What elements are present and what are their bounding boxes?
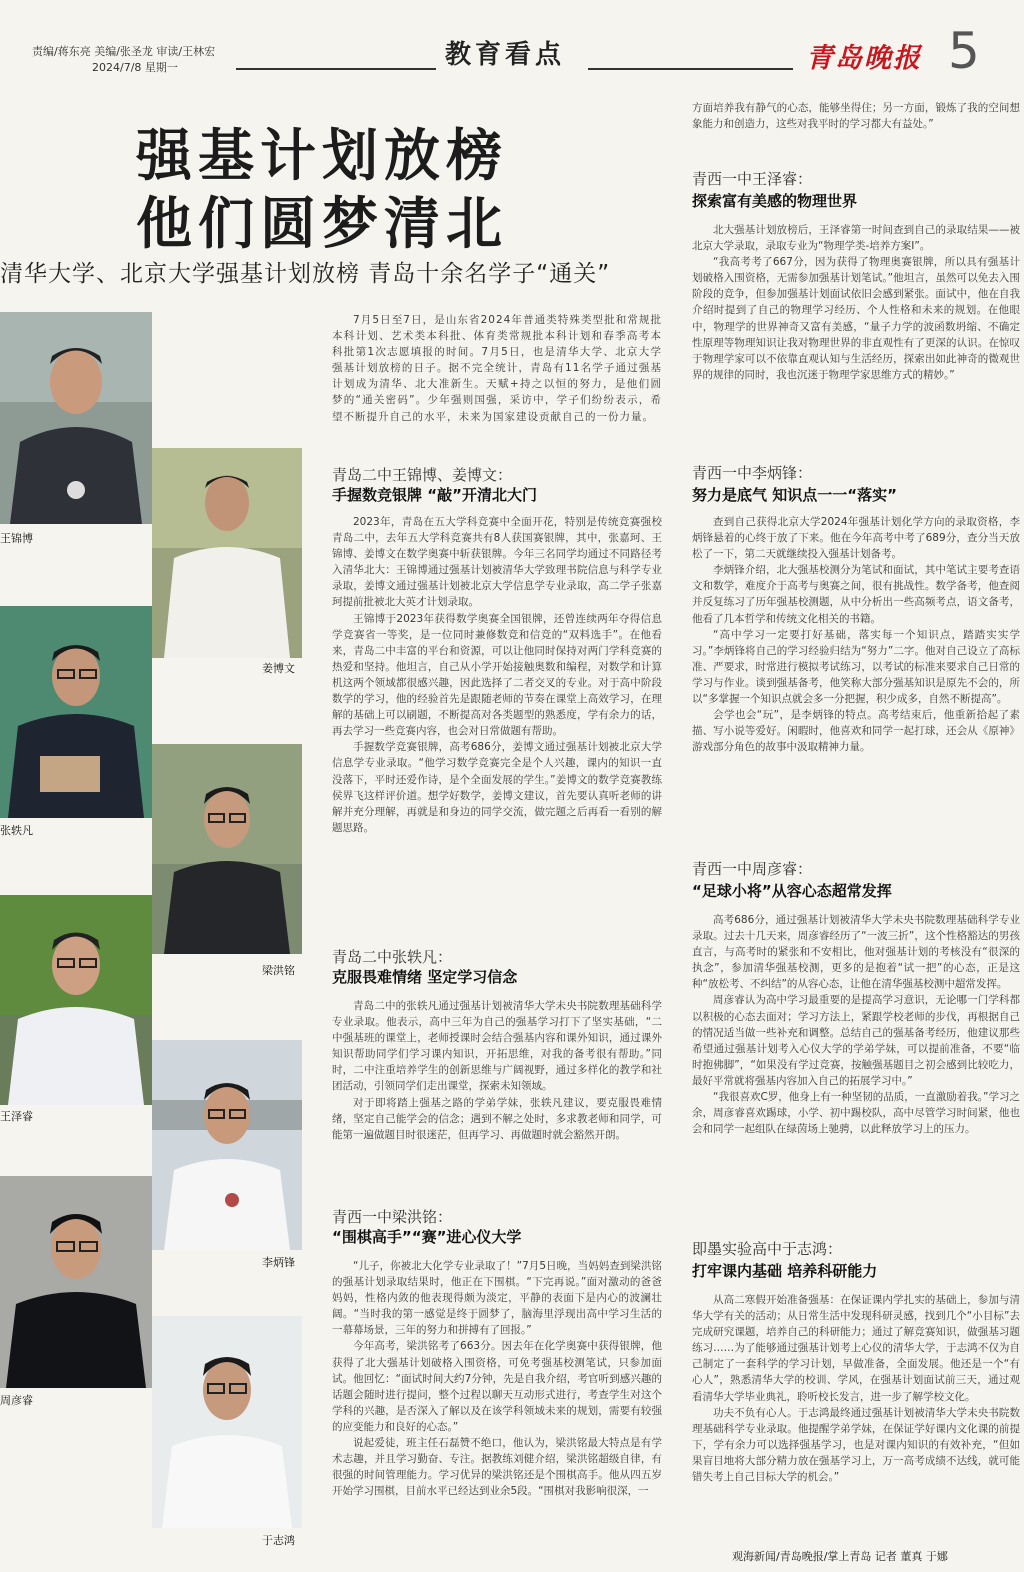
story-school: 青西一中周彦睿： [692,860,813,878]
photo-caption: 周彦睿 [0,1394,33,1407]
story-continuation: 方面培养我有静气的心态，能够坐得住；另一方面，锻炼了我的空间想象能力和创造力，这些对我平时的学习都大有益处。” [692,102,1020,131]
photo-yu-zhihong [152,1316,302,1528]
page-number: 5 [948,22,980,80]
photo-wang-jinbo [0,312,152,524]
photo-caption: 梁洪铭 [262,964,295,977]
photo-wang-zerui [0,895,152,1105]
photo-zhou-yanrui [0,1176,152,1388]
photo-caption: 李炳锋 [262,1256,295,1269]
story-body [332,1258,662,1568]
header-rule-left [236,68,436,70]
story-subtitle: “围棋高手”“赛”进心仪大学 [332,1228,522,1246]
photo-caption: 王锦博 [0,532,33,545]
header-meta [32,44,215,76]
story-body [692,222,1020,448]
paragraph: 说起爱徒，班主任石磊赞不绝口，他认为，梁洪铭最大特点是有学术志趣，并且学习勤奋、专注。据教练刘健介绍，梁洪铭超级自律，有很强的时间管理能力。学习优异的梁洪铭还是个围棋高手。他从四五岁开始学习围棋，目前水平已经达到业余5段。“围棋对我影响很深，一 [332,1437,662,1498]
photo-zhang-yifan [0,606,152,818]
masthead-logo: 青岛晚报 [806,43,922,74]
header-rule-right [588,68,793,70]
photo-caption: 姜博文 [262,662,295,675]
paragraph: “儿子，你被北大化学专业录取了！”7月5日晚，当妈妈查到梁洪铭的强基计划录取结果时，他正在下围棋。“下完再说。”面对激动的爸爸妈妈，性格内敛的他表现得颇为淡定，平静的表面下是内心的波澜壮阔。“当时我的第一感觉是终于圆梦了，脑海里浮现出高中学习生活的一幕幕场景，三年的努力和拼搏有了回报。” [332,1260,662,1337]
paragraph: 青岛二中的张轶凡通过强基计划被清华大学未央书院数理基础科学专业录取。他表示，高中三年为自己的强基学习打下了坚实基础，“二中强基班的课堂上，老师授课时会结合强基内容和课外知识，通过课外知识帮助同学们学习课内知识，开拓思维，对我的备考很有帮助。”同时，二中注重培养学生的创新思维与广阔视野，通过多样化的教学和社团活动，引领同学们走出课堂，探索未知领域。 [332,1000,662,1093]
story-school: 青西一中梁洪铭： [332,1208,453,1226]
intro-paragraph: 7月5日至7日，是山东省2024年普通类特殊类型批和常规批本科计划、艺术类本科批、体育类常规批本科计划和春季高考本科批第1次志愿填报的时间。7月5日，也是清华大学、北京大学强基计划放榜的日子。据不完全统计，青岛有11名学子通过强基计划成为清华、北大准新生。天赋+持之以恒的努力，是他们圆梦的“通关密码”。少年强则国强，采访中，学子们纷纷表示，希望不断提升自己的水平，未来为国家建设贡献自己的一份力量。 [332,314,662,423]
paragraph: 查到自己获得北京大学2024年强基计划化学方向的录取资格，李炳锋悬着的心终于放了下来。他在今年高考中考了689分，查分当天放松了一下，第二天就继续投入强基计划备考。 [692,516,1020,561]
story-subtitle: 打牢课内基础 培养科研能力 [692,1262,878,1280]
story-subtitle: 探索富有美感的物理世界 [692,192,858,210]
paragraph: 周彦睿认为高中学习最重要的是提高学习意识，无论哪一门学科都以积极的心态去面对；学习方法上，紧跟学校老师的步伐，再根据自己的情况适当做一些补充和调整。总结自己的强基备考经历，他建议那些希望通过强基计划考入心仪大学的学弟学妹，可以提前准备，不要“临时抱佛脚”，“如果没有学过竞赛，按触强基题目之初会感到比较吃力，最好平常就将强基内容加入自己的拓展学习中。” [692,994,1020,1087]
paragraph: “我高考考了667分，因为获得了物理奥赛银牌，所以具有强基计划破格入围资格，无需参加强基计划笔试。”他坦言，虽然可以免去入围阶段的竞争，但参加强基计划面试依旧会感到紧张。面试中，他在自我介绍时提到了自己的物理学习经历、个人性格和未来的规划。在他眼中，物理学的世界神奇又富有美感，“量子力学的波函数坍缩、不确定性原理等物理知识让我对物理世界的非直观性有了更深的认识。在惊叹于物理学家可以不依靠直观认知与生活经历，探索出如此神奇的微观世界的规律的同时，我也沉迷于物理学家思维方式的精妙。” [692,256,1020,381]
paragraph: 高考686分，通过强基计划被清华大学未央书院数理基础科学专业录取。过去十几天来，周彦睿经历了“一波三折”，这个性格豁达的男孩直言，与高考时的紧张和不安相比，他对强基计划的考核没有“很深的执念”，参加清华强基校测，更多的是抱着“试一把”的心态，正是这种“放松考、不纠结”的从容心态，让他在清华强基校测中超常发挥。 [692,914,1020,991]
photo-jiang-bowen [152,448,302,658]
photo-caption: 王泽睿 [0,1110,33,1123]
story-school: 青西一中王泽睿： [692,170,813,188]
header-credits: 责编/蒋东亮 美编/张圣龙 审读/王林宏 [32,45,216,58]
subheadline: 清华大学、北京大学强基计划放榜 青岛十余名学子“通关” [0,261,611,287]
story-subtitle: “足球小将”从容心态超常发挥 [692,882,892,900]
story-body [692,1292,1020,1544]
paragraph: 对于即将踏上强基之路的学弟学妹，张轶凡建议，要克服畏难情绪，坚定自己能学会的信念；遇到不解之处时，多求教老师和同学，可能第一遍做题目时很迷茫，但再学习、再做题时就会豁然开朗。 [332,1096,662,1141]
section-title: 教育看点 [445,40,566,70]
headline-line-2: 他们圆梦清北 [136,192,508,257]
photo-caption: 张轶凡 [0,824,33,837]
header-date: 2024/7/8 星期一 [92,61,178,74]
headline-line-1: 强基计划放榜 [136,124,508,189]
story-subtitle: 努力是底气 知识点一一“落实” [692,486,897,504]
paragraph: 从高二寒假开始准备强基：在保证课内学扎实的基础上，参加与清华大学有关的活动；从日常生活中发现科研灵感，找到几个“小目标”去完成研究课题，培养自己的科研能力；通过了解竞赛知识，做强基习题练习……为了能够通过强基计划考上心仪的清华大学，于志鸿不仅为自己制定了一套科学的学习计划，早做准备，全面发展。他还是一个“有心人”，熟悉清华大学的校训、学风，在强基计划面试前三天，通过观看清华大学毕业典礼，聆听校长发言，进一步了解学校文化。 [692,1294,1020,1403]
paragraph: “高中学习一定要打好基础，落实每一个知识点，踏踏实实学习。”李炳锋将自己的学习经验归结为“努力”二字。他对自己设立了高标准、严要求，时常进行模拟考试练习，以考试的标准来要求自己日常的学习与作业。谈到强基备考，他笑称大部分强基知识是原先不会的，所以“多掌握一个知识点就会多一分把握，积少成多，自然不断提高”。 [692,628,1020,706]
story-school: 即墨实验高中于志鸿： [692,1240,843,1258]
story-body [332,514,662,928]
story-body [692,514,1020,844]
story-subtitle: 手握数竞银牌 “敲”开清北大门 [332,486,537,504]
paragraph: “我很喜欢C罗，他身上有一种坚韧的品质，一直激励着我。”学习之余，周彦睿喜欢踢球，小学、初中踢校队，高中尽管学习时间紧，他也会和同学一起组队在绿茵场上驰骋，以此释放学习上的压力。 [692,1091,1020,1136]
story-subtitle: 克服畏难情绪 坚定学习信念 [332,968,518,986]
paragraph: 2023年，青岛在五大学科竞赛中全面开花，特别是传统竞赛强校青岛二中，去年五大学科竞赛共有8人获国赛银牌，其中，张嘉珂、王锦博、姜博文在数学奥赛中斩获银牌。今年三名同学均通过不同路径考入清华北大：王锦博通过强基计划被清华大学致理书院信息与科学专业录取，姜博文通过强基计划被北京大学信息学专业录取，高二学子张嘉珂提前批被北大英才计划录取。 [332,516,662,609]
story-school: 青岛二中张轶凡： [332,948,453,966]
story-school: 青岛二中王锦博、姜博文： [332,466,513,484]
photo-li-bingfeng [152,1040,302,1250]
paragraph: 李炳锋介绍，北大强基校测分为笔试和面试，其中笔试主要考查语文和数学，难度介于高考与奥赛之间，很有挑战性。数学备考，他查阅并反复练习了历年强基校测题，从中分析出一些高频考点，语文备考，他看了几本哲学和传统文化相关的书籍。 [692,564,1020,625]
paragraph: 会学也会“玩”，是李炳锋的特点。高考结束后，他重新拾起了素描、写小说等爱好。闲暇时，他喜欢和同学一起打球，还会从《原神》游戏部分角色的故事中汲取精神力量。 [692,709,1020,754]
paragraph: 王锦博于2023年获得数学奥赛全国银牌，还曾连续两年夺得信息学竞赛省一等奖，是一位同时兼修数竞和信竞的“双料选手”。在他看来，青岛二中丰富的平台和资源，可以让他同时保持对两门学科竞赛的热爱和坚持。他坦言，自己从小学开始接触奥数和编程，对数学和计算机这两个领域都很感兴趣，因此选择了二者交叉的专业。对于高中阶段数学的学习，他的经验首先是跟随老师的节奏在课堂上高效学习，在理解的基础上可以刷题，不断提高对各类题型的熟悉度，学有余力的话，再去学习一些竞赛内容，也会对日常做题有帮助。 [332,612,662,738]
paragraph: 北大强基计划放榜后，王泽睿第一时间查到自己的录取结果——被北京大学录取，录取专业为“物理学类-培养方案I”。 [692,224,1020,253]
paragraph: 今年高考，梁洪铭考了663分。因去年在化学奥赛中获得银牌，他获得了北大强基计划破格入围资格，可免考强基校测笔试，只参加面试。他回忆：“面试时间大约7分钟，先是自我介绍，考官听到感兴趣的话题会随时进行提问，整个过程以聊天互动形式进行，考查学生对这个学科的兴趣，是否深入了解以及在该学科领域未来的规划，需要有较强的应变能力和良好的心态。” [332,1340,662,1433]
photo-liang-hongming [152,744,302,954]
paragraph: 手握数学竞赛银牌，高考686分，姜博文通过强基计划被北京大学信息学专业录取。“他学习数学竞赛完全是个人兴趣，课内的知识一直没落下，平时还爱作诗，是个全面发展的学生。”姜博文的数学竞赛教练侯界飞这样评价道。想学好数学，姜博文建议，首先要认真听老师的讲解并充分理解，再就是和身边的同学交流，做完题之后再看一看别的解题思路。 [332,741,662,834]
story-body [332,998,662,1190]
paragraph: 功夫不负有心人。于志鸿最终通过强基计划被清华大学未央书院数理基础科学专业录取。他提醒学弟学妹，在保证学好课内文化课的前提下，学有余力可以选择强基学习，也是对课内知识的有效补充，“但如果盲目地将大部分精力放在强基学习上，万一高考成绩不达线，就可能错失考上自己目标大学的机会。” [692,1406,1020,1484]
story-school: 青西一中李炳锋： [692,464,813,482]
byline: 观海新闻/青岛晚报/掌上青岛 记者 董真 于娜 [732,1550,948,1563]
photo-caption: 于志鸿 [262,1534,295,1547]
story-body [692,912,1020,1226]
